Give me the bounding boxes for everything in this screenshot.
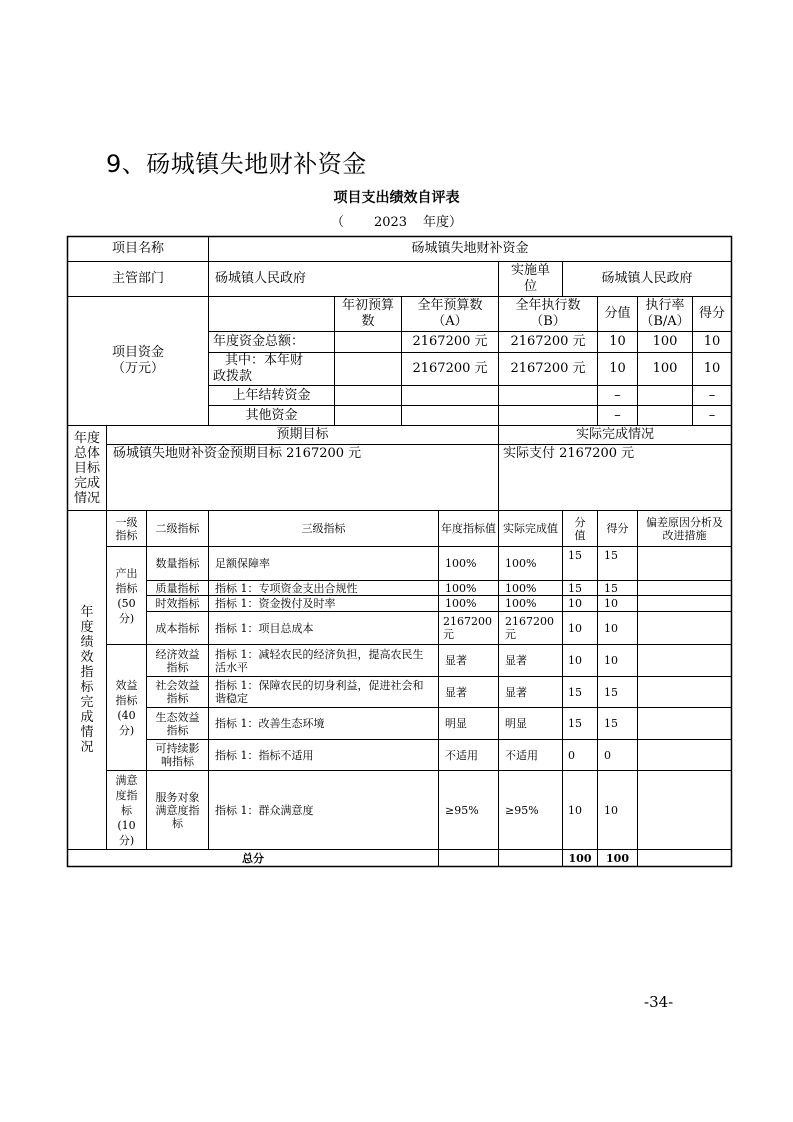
overall-actual-header: 实际完成情况	[575, 427, 654, 442]
indicator-actual: 2167200 元	[505, 615, 554, 641]
indicator-target: 明显	[445, 717, 467, 730]
indicator-score-value: 10	[568, 803, 582, 817]
indicator-target: 2167200 元	[443, 615, 492, 641]
funds-header-initial: 年初预算数	[341, 298, 394, 329]
ind-header-level1: 一级指标	[115, 515, 138, 542]
indicator-target: 100%	[445, 581, 477, 595]
funds-row-rate: 100	[652, 361, 678, 376]
indicator-level2: 经济效益指标	[155, 647, 200, 674]
ind-header-actual: 实际完成值	[503, 522, 558, 535]
funds-row-exec	[499, 386, 597, 405]
indicator-actual: 明显	[505, 717, 527, 730]
total-score: 100	[606, 851, 629, 865]
project-name: 砀城镇失地财补资金	[411, 241, 529, 256]
indicator-target: 显著	[445, 654, 467, 667]
funds-row-name: 上年结转资金	[232, 387, 311, 403]
indicator-actual: 100%	[505, 557, 537, 570]
indicator-score: 15	[604, 581, 618, 595]
dept-label: 主管部门	[111, 271, 164, 286]
indicator-actual: 显著	[505, 654, 527, 667]
total-label: 总分	[242, 851, 264, 865]
funds-row-score: –	[708, 407, 716, 423]
funds-row-annual	[402, 386, 498, 405]
overall-expected-header: 预期目标	[276, 427, 329, 442]
ind-header-score: 得分	[606, 522, 629, 535]
indicator-actual: 100%	[505, 581, 537, 595]
funds-row-score: 10	[703, 361, 721, 376]
group-label-benefit: 效益指标(40分)	[115, 678, 138, 737]
indicator-score: 10	[604, 803, 618, 817]
funds-header-rate: 执行率（B/A）	[640, 298, 690, 329]
year-open: （	[330, 215, 344, 230]
indicator-level2: 质量指标	[155, 581, 200, 595]
indicator-score-value: 15	[568, 549, 582, 562]
funds-row-rate	[638, 386, 692, 405]
ind-header-target: 年度指标值	[441, 522, 496, 535]
indicator-score-value: 15	[568, 581, 582, 595]
funds-row-initial	[335, 406, 401, 425]
indicator-score: 15	[604, 549, 618, 562]
funds-row-name: 年度资金总额：	[213, 334, 305, 349]
year-value: 2023	[373, 215, 408, 230]
indicator-score-value: 10	[568, 621, 582, 635]
funds-row-annual: 2167200 元	[412, 361, 488, 376]
indicator-target: ≥95%	[445, 803, 479, 817]
indicator-level3: 指标 1：群众满意度	[215, 803, 314, 817]
indicator-score-value: 15	[568, 685, 582, 699]
overall-actual: 实际支付 2167200 元	[503, 446, 635, 461]
indicator-level3: 指标 1：减轻农民的经济负担，提高农民生活水平	[215, 647, 424, 674]
indicator-score: 10	[604, 597, 618, 610]
indicator-level2: 生态效益指标	[155, 710, 200, 737]
impl-label: 实施单位	[511, 263, 551, 294]
overall-expected: 砀城镇失地财补资金预期目标 2167200 元	[113, 446, 362, 461]
indicator-level3: 足额保障率	[215, 557, 270, 570]
funds-row-annual: 2167200 元	[412, 334, 488, 349]
indicator-level3: 指标 1：资金拨付及时率	[215, 597, 336, 610]
ind-header-level2: 二级指标	[155, 522, 200, 535]
indicator-level3: 指标 1：项目总成本	[215, 621, 314, 635]
indicator-actual: ≥95%	[505, 803, 539, 817]
impl-value: 砀城镇人民政府	[601, 271, 693, 286]
indicator-level3: 指标 1：改善生态环境	[215, 717, 325, 730]
funds-row-initial	[335, 332, 401, 352]
funds-header-exec: 全年执行数（B）	[515, 298, 581, 329]
indicator-level2: 成本指标	[155, 621, 200, 635]
funds-row-exec	[499, 406, 597, 425]
indicator-target: 100%	[445, 557, 477, 570]
funds-label: 项目资金（万元）	[111, 345, 164, 376]
indicator-target: 显著	[445, 685, 467, 699]
funds-row-score-value: 10	[609, 334, 626, 349]
indicator-score-value: 0	[568, 748, 575, 762]
funds-row-rate	[638, 406, 692, 425]
funds-row-exec: 2167200 元	[510, 361, 586, 376]
indicator-level2: 时效指标	[155, 597, 200, 610]
indicator-score: 10	[604, 621, 618, 635]
indicator-score-value: 10	[568, 597, 582, 610]
funds-row-score-value: –	[614, 387, 621, 403]
project-name-label: 项目名称	[111, 241, 164, 256]
ind-header-analysis: 偏差原因分析及改进措施	[646, 515, 723, 542]
indicator-score-value: 10	[568, 654, 582, 667]
indicator-level2: 服务对象满意度指标	[155, 790, 200, 830]
indicator-level3: 指标 1：保障农民的切身利益，促进社会和谐稳定	[215, 679, 424, 705]
funds-header-score-value: 分值	[604, 306, 631, 321]
ind-header-level3: 三级指标	[301, 522, 346, 535]
indicator-score-value: 15	[568, 717, 582, 730]
funds-row-exec: 2167200 元	[510, 334, 586, 349]
group-label-satisfaction: 满意度指标(10分)	[115, 773, 138, 847]
indicator-score: 15	[604, 717, 618, 730]
group-label-output: 产出指标(50分)	[115, 566, 138, 625]
total-score-value: 100	[568, 851, 592, 865]
funds-row-name: 其中：本年财政拨款	[213, 353, 304, 384]
funds-row-rate: 100	[652, 334, 678, 349]
dept-value: 砀城镇人民政府	[215, 271, 307, 286]
funds-row-initial	[335, 353, 401, 385]
indicator-score: 10	[604, 654, 618, 667]
ind-header-score-value: 分值	[574, 515, 586, 542]
funds-row-score-value: 10	[609, 361, 626, 376]
overall-label: 年度总体目标完成情况	[74, 430, 101, 506]
indicator-level3: 指标 1：专项资金支出合规性	[215, 581, 358, 595]
funds-row-score: 10	[703, 334, 721, 349]
indicator-actual: 不适用	[505, 748, 538, 762]
page-number: -34-	[644, 993, 674, 1011]
indicator-level2: 可持续影响指标	[155, 742, 200, 768]
funds-row-score-value: –	[614, 407, 621, 423]
indicator-level2: 社会效益指标	[155, 679, 200, 705]
indicator-level2: 数量指标	[155, 557, 200, 570]
funds-row-annual	[402, 406, 498, 425]
funds-header-score: 得分	[698, 306, 725, 321]
indicator-analysis	[638, 547, 731, 580]
indicator-level3: 指标 1：指标不适用	[215, 748, 314, 762]
funds-row-initial	[335, 386, 401, 405]
funds-row-name: 其他资金	[245, 407, 298, 423]
page-heading: 9、砀城镇失地财补资金	[106, 150, 367, 178]
indicator-actual: 100%	[505, 597, 537, 610]
indicator-target: 100%	[445, 597, 477, 610]
year-label: 年度）	[423, 215, 463, 230]
indicator-score: 0	[604, 748, 611, 762]
indicator-score: 15	[604, 685, 618, 699]
funds-header-annual: 全年预算数（A）	[417, 298, 483, 329]
indicators-label: 年度绩效指标完成情况	[80, 605, 94, 755]
indicator-target: 不适用	[445, 748, 478, 762]
indicator-actual: 显著	[505, 685, 527, 699]
table-title: 项目支出绩效自评表	[333, 190, 460, 206]
funds-row-score: –	[708, 387, 716, 403]
